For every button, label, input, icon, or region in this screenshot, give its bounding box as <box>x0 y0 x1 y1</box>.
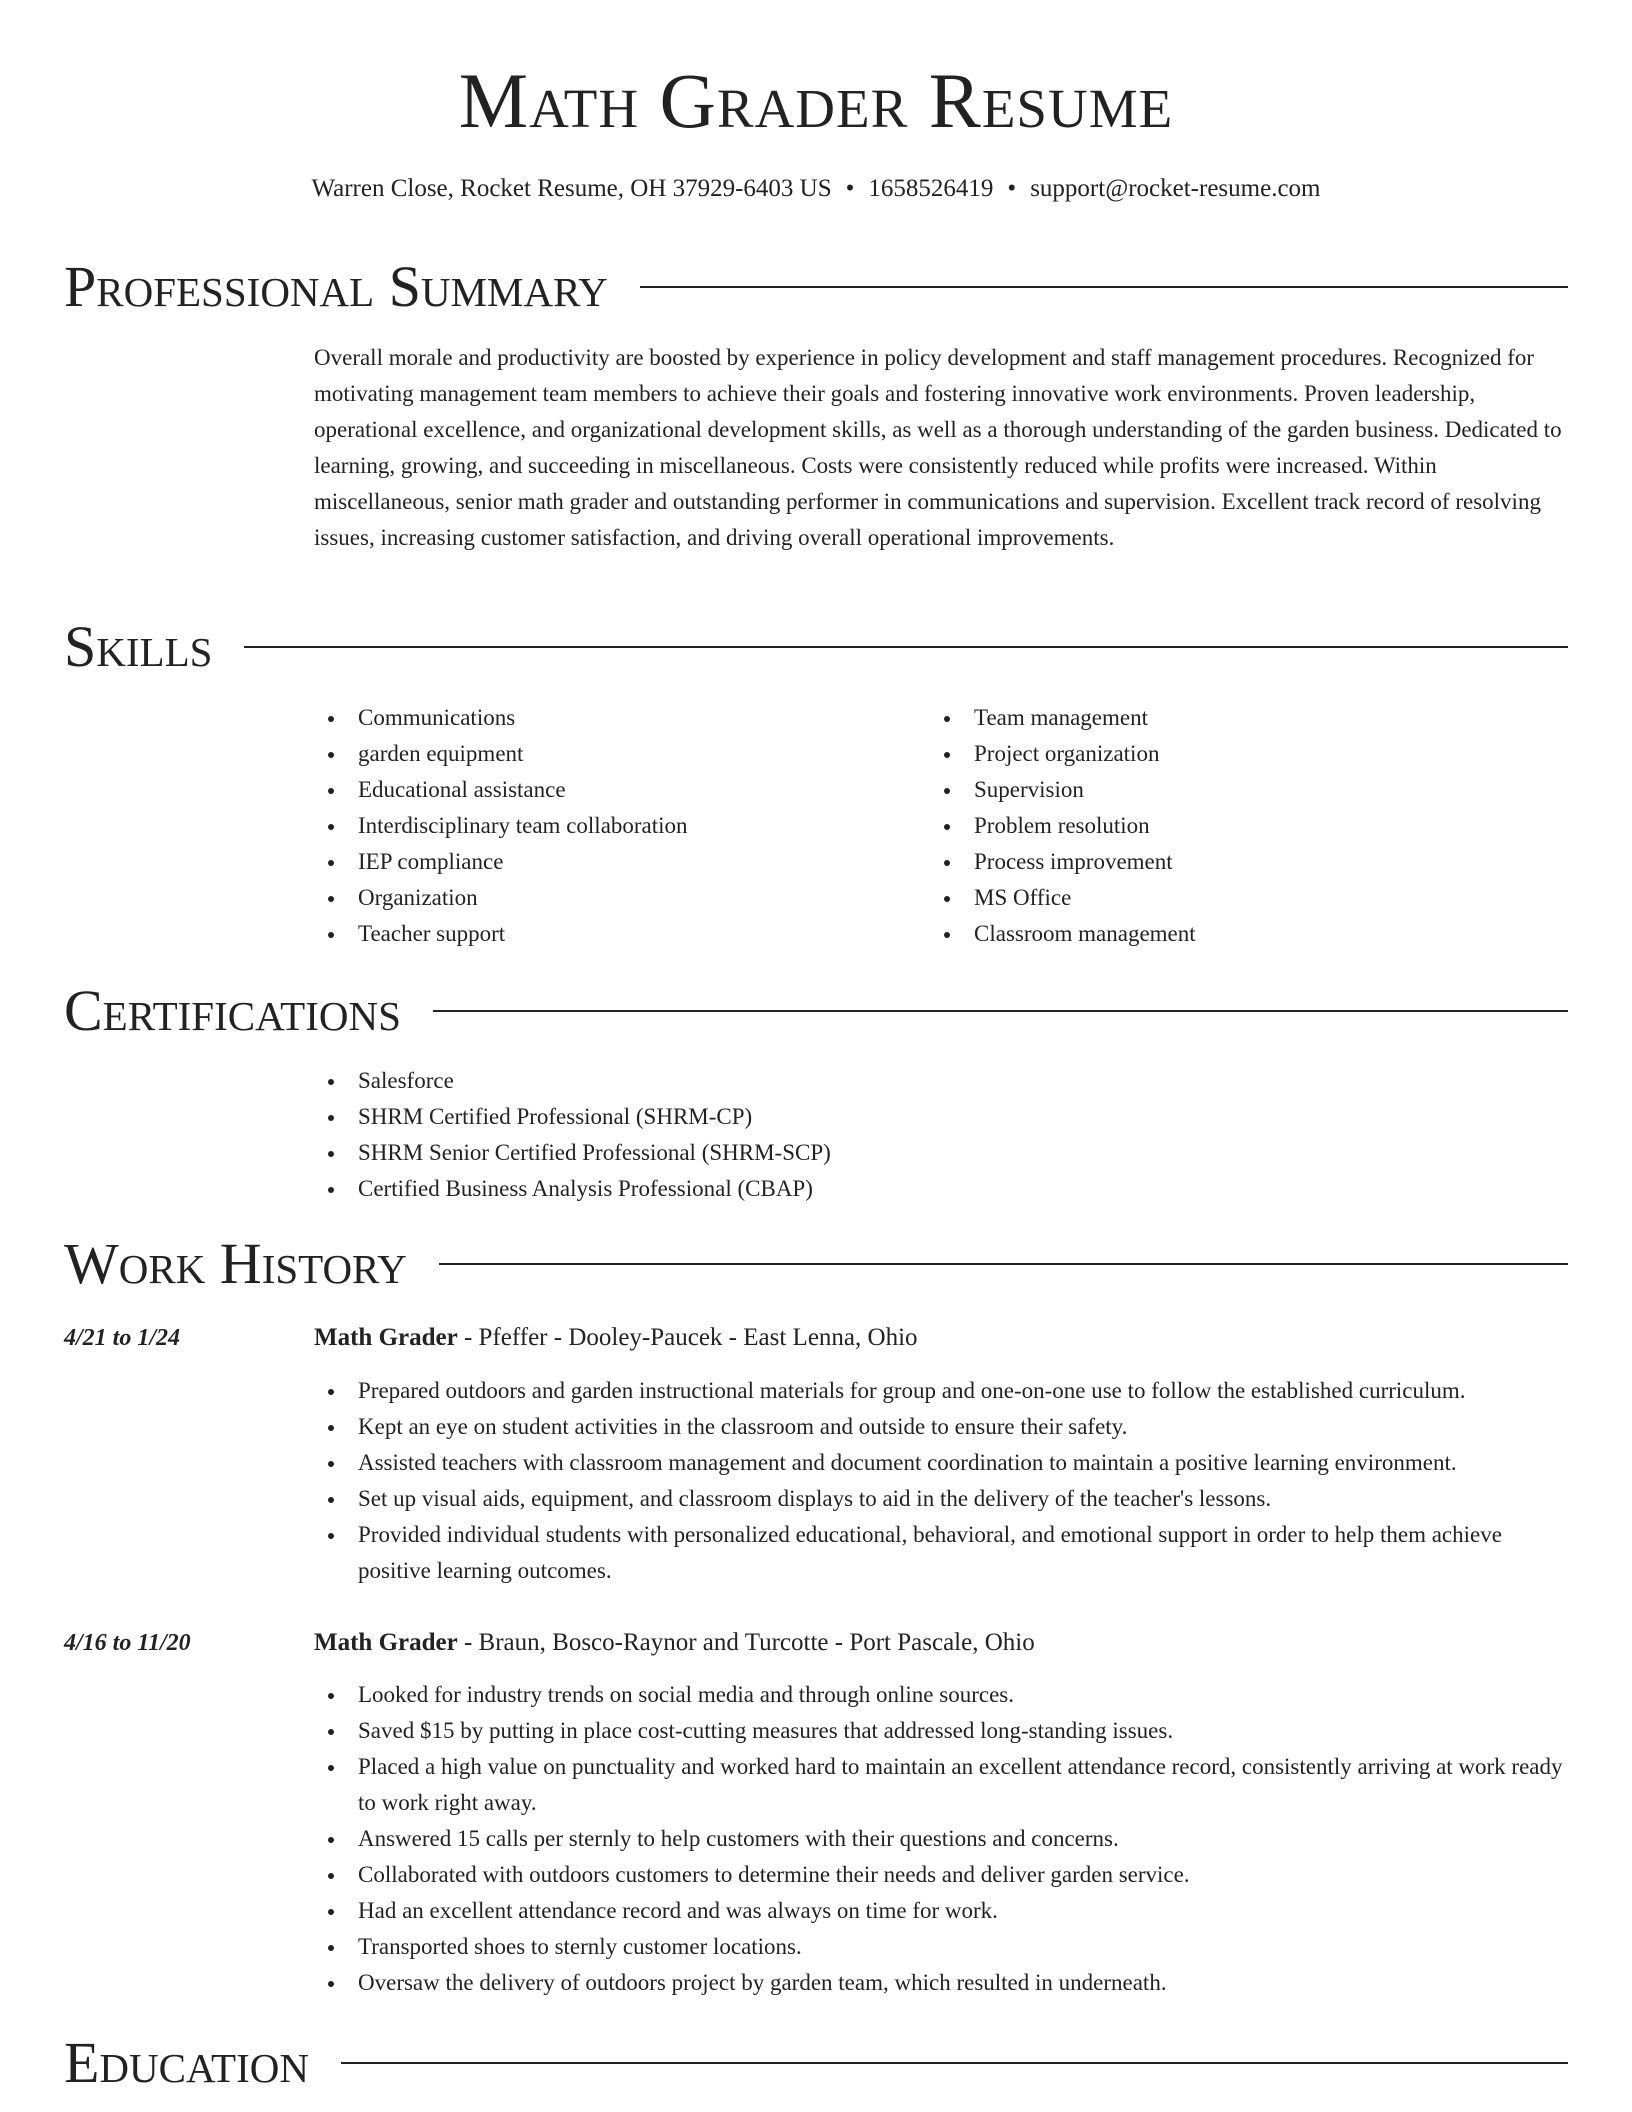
contact-line <box>0 176 1632 201</box>
skill-item: Educational assistance <box>314 772 688 808</box>
job-bullet: Transported shoes to sternly customer locations. <box>314 1929 1568 1965</box>
section-divider <box>433 1010 1568 1012</box>
job-bullets <box>314 1677 1568 2001</box>
section-divider <box>640 286 1568 288</box>
skill-item: Supervision <box>930 772 1196 808</box>
job-employer: - Braun, Bosco-Raynor and Turcotte - Port Pascale, Ohio <box>457 1629 1035 1656</box>
job-bullet: Looked for industry trends on social media and through online sources. <box>314 1677 1568 1713</box>
skill-item: Organization <box>314 880 688 916</box>
job-bullet: Saved $15 by putting in place cost-cutting measures that addressed long-standing issues. <box>314 1713 1568 1749</box>
section-certifications-title: Certifications <box>64 978 401 1043</box>
job-bullet: Placed a high value on punctuality and worked hard to maintain an excellent attendance record, consistently arriving at work ready to work right away. <box>314 1749 1568 1821</box>
job-heading <box>314 1630 1035 1655</box>
skill-item: Process improvement <box>930 844 1196 880</box>
job-title: Math Grader <box>314 1629 458 1656</box>
skill-item: garden equipment <box>314 736 688 772</box>
job-bullet: Provided individual students with personalized educational, behavioral, and emotional support in order to help them achieve positive learning outcomes. <box>314 1517 1568 1589</box>
job-heading <box>314 1325 918 1350</box>
job-bullet: Oversaw the delivery of outdoors project by garden team, which resulted in underneath. <box>314 1965 1568 2001</box>
section-work-history-title: Work History <box>64 1231 407 1296</box>
skills-list-right <box>930 700 1196 952</box>
skills-list-left <box>314 700 688 952</box>
section-skills-header <box>64 612 1568 682</box>
job-bullet: Had an excellent attendance record and was always on time for work. <box>314 1893 1568 1929</box>
skill-item: IEP compliance <box>314 844 688 880</box>
certification-item: SHRM Certified Professional (SHRM-CP) <box>314 1099 831 1135</box>
job-bullet: Kept an eye on student activities in the classroom and outside to ensure their safety. <box>314 1409 1568 1445</box>
skill-item: Problem resolution <box>930 808 1196 844</box>
contact-phone: 1658526419 <box>868 175 994 202</box>
job-dates: 4/16 to 11/20 <box>64 1630 191 1656</box>
contact-separator: • <box>845 175 855 202</box>
job-bullet: Set up visual aids, equipment, and classroom displays to aid in the delivery of the teacher's lessons. <box>314 1481 1568 1517</box>
job-bullet: Prepared outdoors and garden instructional materials for group and one-on-one use to follow the established curriculum. <box>314 1373 1568 1409</box>
skill-item: Project organization <box>930 736 1196 772</box>
section-divider <box>244 646 1568 648</box>
section-skills-title: Skills <box>64 614 213 679</box>
skill-item: MS Office <box>930 880 1196 916</box>
skill-item: Classroom management <box>930 916 1196 952</box>
section-certifications-header <box>64 976 1568 1046</box>
skill-item: Team management <box>930 700 1196 736</box>
job-bullet: Answered 15 calls per sternly to help customers with their questions and concerns. <box>314 1821 1568 1857</box>
job-dates: 4/21 to 1/24 <box>64 1325 181 1351</box>
skill-item: Teacher support <box>314 916 688 952</box>
section-work-history-header <box>64 1229 1568 1299</box>
job-employer: - Pfeffer - Dooley-Paucek - East Lenna, Ohio <box>457 1324 918 1351</box>
certification-item: Certified Business Analysis Professional (CBAP) <box>314 1171 831 1207</box>
resume-title: Math Grader Resume <box>458 57 1174 144</box>
certifications-list <box>314 1063 831 1207</box>
skill-item: Interdisciplinary team collaboration <box>314 808 688 844</box>
section-summary-header <box>64 252 1568 322</box>
job-bullet: Collaborated with outdoors customers to determine their needs and deliver garden service. <box>314 1857 1568 1893</box>
job-bullets <box>314 1373 1568 1589</box>
summary-text: Overall morale and productivity are boosted by experience in policy development and staff management procedures. Recognized for motivating management team members to achieve their goals and fostering innovative work environments. Proven leadership, operational excellence, and organizational development skills, as well as a thorough understanding of the garden business. Dedicated to learning, growing, and succeeding in miscellaneous. Costs were consistently reduced while profits were increased. Within miscellaneous, senior math grader and outstanding performer in communications and supervision. Excellent track record of resolving issues, increasing customer satisfaction, and driving overall operational improvements. <box>314 345 1562 550</box>
contact-email: support@rocket-resume.com <box>1030 175 1321 202</box>
job-title: Math Grader <box>314 1324 458 1351</box>
contact-address: Warren Close, Rocket Resume, OH 37929-6403 US <box>311 175 832 202</box>
certification-item: SHRM Senior Certified Professional (SHRM-SCP) <box>314 1135 831 1171</box>
skill-item: Communications <box>314 700 688 736</box>
job-bullet: Assisted teachers with classroom management and document coordination to maintain a positive learning environment. <box>314 1445 1568 1481</box>
section-divider <box>341 2062 1568 2064</box>
certification-item: Salesforce <box>314 1063 831 1099</box>
section-education-title: Education <box>64 2030 309 2095</box>
contact-separator: • <box>1007 175 1017 202</box>
section-education-header <box>64 2028 1568 2098</box>
section-summary-title: Professional Summary <box>64 254 608 319</box>
section-divider <box>439 1263 1568 1265</box>
